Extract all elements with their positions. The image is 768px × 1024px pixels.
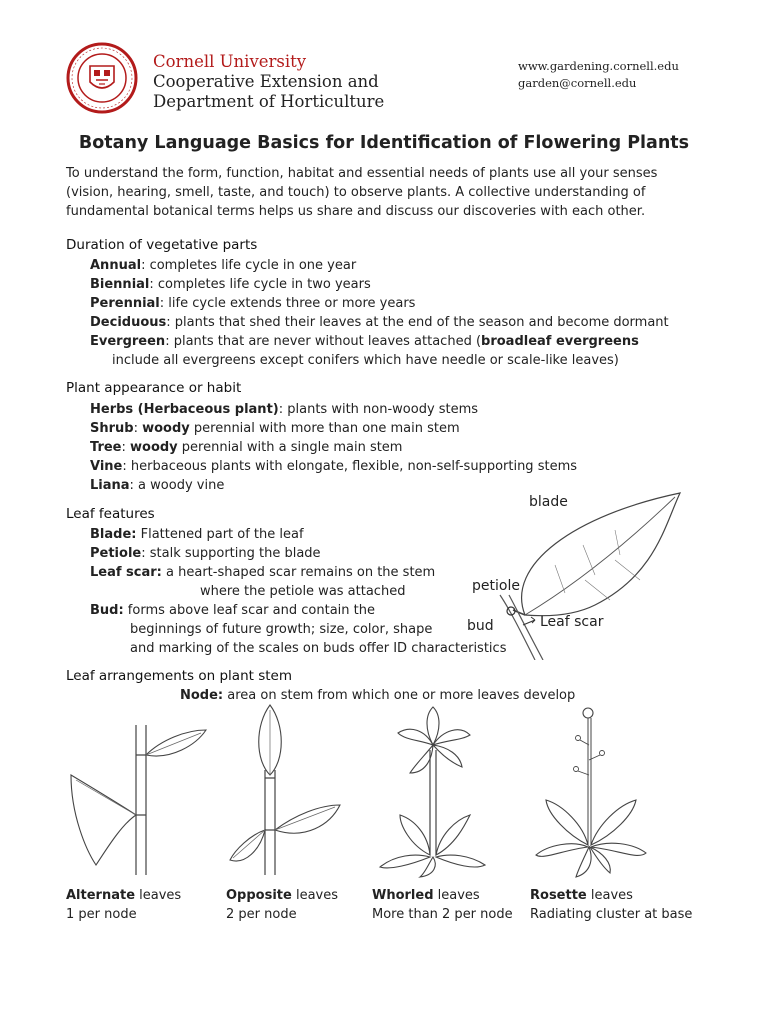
institution-block [153,52,384,112]
term-petiole: Petiole: stalk supporting the blade [90,546,321,561]
desc-opposite: 2 per node [226,907,297,922]
term-vine: Vine: herbaceous plants with elongate, flexible, non-self-supporting stems [90,459,578,474]
desc-alternate: 1 per node [66,907,137,922]
section-habit-heading: Plant appearance or habit [66,380,242,396]
label-whorled: Whorled leaves [372,888,480,903]
label-opposite: Opposite leaves [226,888,339,903]
term-deciduous: Deciduous: plants that shed their leaves at the end of the season and become dormant [90,315,669,330]
whorled-leaves-illustration [370,705,520,880]
page-title: Botany Language Basics for Identification of Flowering Plants [78,133,690,153]
alternate-leaves-illustration [66,715,216,880]
rosette-leaves-illustration [528,705,668,880]
header [66,42,706,117]
intro-paragraph: To understand the form, function, habitat and essential needs of plants use all your senses (vision, hearing, smell, taste, and touch) to observe plants. A collective understanding of fundamental botanical terms helps us share and discuss our discoveries with each other. [66,166,658,219]
label-alternate: Alternate leaves [66,888,182,903]
institution-name: Cornell University [153,52,307,71]
desc-whorled: More than 2 per node [372,907,513,922]
term-shrub: Shrub: woody perennial with more than one main stem [90,421,460,436]
term-leaf-scar: Leaf scar: a heart-shaped scar remains on the stem [90,565,436,580]
term-node: Node: area on stem from which one or more leaves develop [180,688,576,703]
email-link[interactable]: garden@cornell.edu [518,76,637,90]
term-bud: Bud: forms above leaf scar and contain the [90,603,375,618]
cornell-seal-logo [66,42,138,114]
contact-block [518,58,679,92]
bud-continuation-1: beginnings of future growth; size, color, shape [130,622,433,637]
section-duration-heading: Duration of vegetative parts [66,237,258,253]
term-biennial: Biennial: completes life cycle in two years [90,277,371,292]
leaf-diagram [465,485,695,660]
term-tree: Tree: woody perennial with a single main stem [90,440,403,455]
term-blade: Blade: Flattened part of the leaf [90,527,304,542]
diagram-label-leaf-scar: Leaf scar [540,614,604,630]
institution-line3: Department of Horticulture [153,92,385,111]
desc-rosette: Radiating cluster at base [530,907,693,922]
section-leaf-heading: Leaf features [66,506,155,522]
diagram-label-blade: blade [529,494,568,510]
section-arrangement-heading: Leaf arrangements on plant stem [66,668,292,684]
term-evergreen: Evergreen: plants that are never without leaves attached (broadleaf evergreens [90,334,639,349]
website-link[interactable]: www.gardening.cornell.edu [518,59,679,73]
term-annual: Annual: completes life cycle in one year [90,258,357,273]
evergreen-continuation: include all evergreens except conifers which have needle or scale-like leaves) [112,353,619,368]
term-perennial: Perennial: life cycle extends three or more years [90,296,416,311]
label-rosette: Rosette leaves [530,888,633,903]
diagram-label-petiole: petiole [472,578,520,594]
institution-line2: Cooperative Extension and [153,72,379,91]
term-herbs: Herbs (Herbaceous plant): plants with non-woody stems [90,402,479,417]
opposite-leaves-illustration [225,700,355,880]
leaf-scar-continuation: where the petiole was attached [200,584,406,599]
bud-continuation-2: and marking of the scales on buds offer ID characteristics [130,641,507,656]
term-liana: Liana: a woody vine [90,478,225,493]
diagram-label-bud: bud [467,618,494,634]
